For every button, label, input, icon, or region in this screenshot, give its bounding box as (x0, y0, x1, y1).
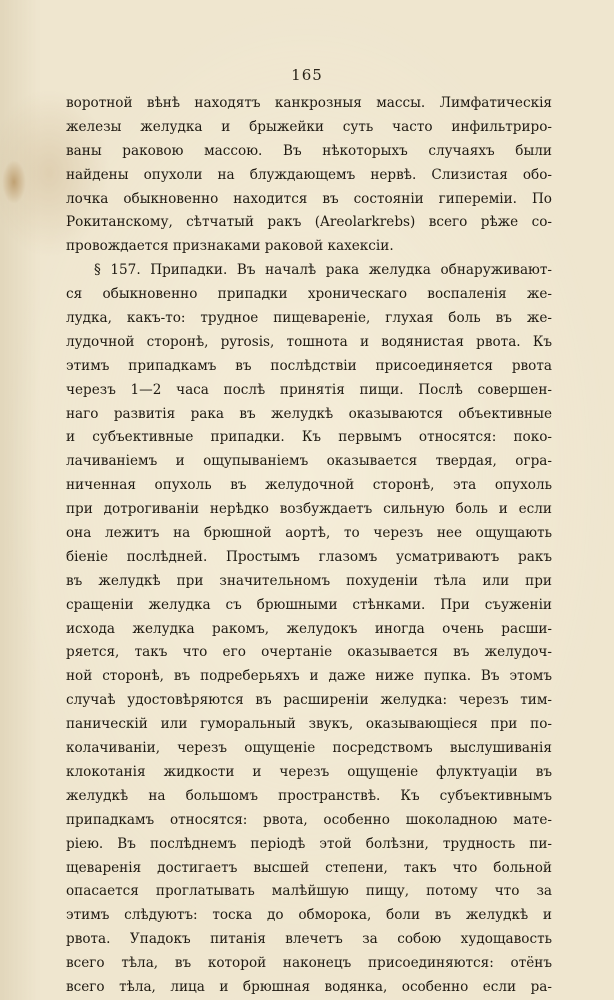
paper-stain (2, 160, 26, 204)
text-line: случаѣ удостовѣряются въ расширеніи желудка: черезъ тим- (66, 692, 552, 709)
body-text (66, 92, 552, 1000)
text-line: этимъ слѣдуютъ: тоска до обморока, боли въ желудкѣ и (66, 907, 552, 924)
text-line: ріею. Въ послѣднемъ періодѣ этой болѣзни, трудность пи- (66, 835, 552, 852)
text-line: опасается проглатывать малѣйшую пищу, потому что за (66, 883, 552, 900)
text-line: желудкѣ на большомъ пространствѣ. Къ субъективнымъ (66, 787, 552, 804)
text-line: черезъ 1—2 часа послѣ принятія пищи. Послѣ совершен- (66, 381, 552, 398)
text-line: исхода желудка ракомъ, желудокъ иногда очень расши- (66, 620, 552, 637)
text-line: ной сторонѣ, въ подреберьяхъ и даже ниже пупка. Въ этомъ (66, 668, 552, 685)
text-line: рвота. Упадокъ питанія влечетъ за собою худощавость (66, 931, 552, 948)
text-line: всего тѣла, лица и брюшная водянка, особенно если ра- (66, 978, 552, 995)
section-heading-line: § 157. Припадки. Въ началѣ рака желудка обнаруживают- (94, 262, 552, 279)
text-line: наго развитія рака въ желудкѣ оказываются объективные (66, 405, 552, 422)
text-line: при дотрогиваніи нерѣдко возбуждаетъ сильную боль и если (66, 501, 552, 518)
text-line: лудка, какъ-то: трудное пищевареніе, глухая боль въ же- (66, 310, 552, 327)
text-line: ниченная опухоль въ желудочной сторонѣ, эта опухоль (66, 477, 552, 494)
text-line: сращеніи желудка съ брюшными стѣнками. При съуженіи (66, 596, 552, 613)
text-line: лачиваніемъ и ощупываніемъ оказывается твердая, огра- (66, 453, 552, 470)
paragraph-end-line: провождается признаками раковой кахексіи. (66, 238, 394, 255)
text-line: ваны раковою массою. Въ нѣкоторыхъ случаяхъ были (66, 142, 552, 159)
text-line: біеніе послѣдней. Простымъ глазомъ усматриваютъ ракъ (66, 548, 552, 565)
text-line: железы желудка и брыжейки суть часто инфильтриро- (66, 118, 552, 135)
text-line: въ желудкѣ при значительномъ похуденіи тѣла или при (66, 572, 552, 589)
text-line: лудочной сторонѣ, pyrosis, тошнота и водянистая рвота. Къ (66, 333, 552, 350)
text-line: колачиваніи, черезъ ощущеніе посредствомъ выслушиванія (66, 740, 552, 757)
text-line: всего тѣла, въ которой наконецъ присоединяются: отёнъ (66, 955, 552, 972)
text-line: лочка обыкновенно находится въ состояніи гипереміи. По (66, 190, 552, 207)
text-line: паническій или гуморальный звукъ, оказывающіеся при по- (66, 716, 552, 733)
text-line: щеваренія достигаетъ высшей степени, такъ что больной (66, 859, 552, 876)
text-line: клокотанія жидкости и черезъ ощущеніе флуктуаціи въ (66, 763, 552, 780)
text-line: воротной вѣнѣ находятъ канкрозныя массы. Лимфатическія (66, 95, 552, 111)
text-line: ряется, такъ что его очертаніе оказывается въ желудоч- (66, 644, 552, 661)
text-line: припадкамъ относятся: рвота, особенно шоколадною мате- (66, 811, 552, 828)
text-line: найдены опухоли на блуждающемъ нервѣ. Слизистая обо- (66, 166, 552, 183)
text-line: ся обыкновенно припадки хроническаго воспаленія же- (66, 286, 552, 303)
text-line: Рокитанскому, сѣтчатый ракъ (Areolarkrebs) всего рѣже со- (66, 214, 552, 231)
text-line: она лежитъ на брюшной аортѣ, то черезъ нее ощущають (66, 525, 552, 542)
page-number: 165 (291, 66, 323, 84)
text-line: этимъ припадкамъ въ послѣдствіи присоединяется рвота (66, 357, 552, 374)
text-line: и субъективные припадки. Къ первымъ относятся: поко- (66, 429, 552, 446)
